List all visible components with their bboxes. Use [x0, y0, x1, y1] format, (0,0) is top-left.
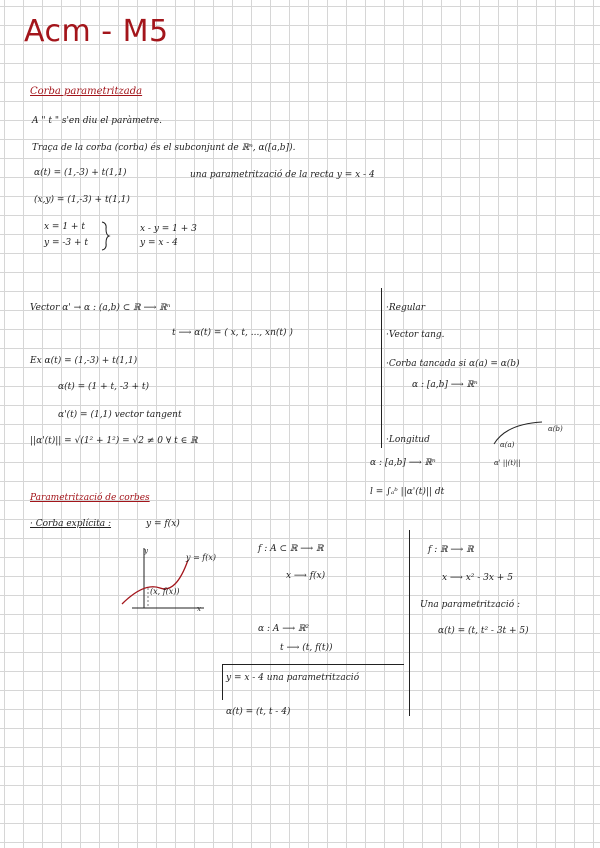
subheading-equation: y = f(x)	[146, 519, 180, 529]
longitud-integral: l = ∫ₐᵇ ||α'(t)|| dt	[370, 487, 445, 497]
example-line-1: Ex α(t) = (1,-3) + t(1,1)	[30, 356, 138, 366]
function-definition: f : A ⊂ ℝ ⟶ ℝ	[258, 544, 324, 554]
property-vector-tangent: ·Vector tang.	[386, 330, 445, 340]
equation-y: y = -3 + t	[44, 238, 88, 248]
graph-point-label: (x, f(x))	[150, 587, 180, 596]
graph-y-label: y	[144, 547, 148, 555]
example-line-3: α'(t) = (1,1) vector tangent	[58, 410, 182, 420]
note-recta: una parametrització de la recta y = x - 4	[190, 170, 375, 180]
function2-mapping: x ⟶ x² - 3x + 5	[442, 573, 513, 583]
graph-fx-label: y = f(x)	[186, 553, 217, 562]
curve-sketch-icon	[490, 418, 550, 448]
property-alpha-map: α : [a,b] ⟶ ℝⁿ	[412, 380, 478, 390]
subheading-label: · Corba explícita :	[30, 519, 112, 529]
example-line-4: ||α'(t)|| = √(1² + 1²) = √2 ≠ 0 ∀ t ∈ ℝ	[30, 436, 198, 446]
equation-xy: (x,y) = (1,-3) + t(1,1)	[34, 195, 130, 205]
function2-definition: f : ℝ ⟶ ℝ	[428, 545, 474, 555]
vertical-divider-bottom	[409, 530, 410, 716]
section-heading-parametritzacio: Parametrització de corbes	[30, 493, 150, 503]
property-regular: ·Regular	[386, 303, 426, 313]
alpha-definition: α : A ⟶ ℝ²	[258, 624, 310, 634]
subheading-corba-explicita	[30, 519, 111, 530]
equation-y-x-4: y = x - 4	[140, 238, 178, 248]
example-line-2: α(t) = (1 + t, -3 + t)	[58, 382, 149, 392]
equation-x: x = 1 + t	[44, 222, 85, 232]
vector-definition: Vector α' → α : (a,b) ⊂ ℝ ⟶ ℝⁿ	[30, 303, 171, 313]
corner-divider	[222, 664, 223, 700]
label-alpha-b: α(b)	[548, 425, 563, 433]
equation-alpha: α(t) = (1,-3) + t(1,1)	[34, 168, 127, 178]
section-heading-corba-parametritzada: Corba parametritzada	[30, 86, 143, 97]
vertical-divider-top	[381, 288, 382, 448]
label-alpha-a: α(a)	[500, 441, 515, 449]
alpha-mapping: t ⟶ (t, f(t))	[280, 643, 333, 653]
page-title: Acm - M5	[24, 14, 169, 49]
parametrization-result: α(t) = (t, t² - 3t + 5)	[438, 626, 529, 636]
brace-icon	[100, 220, 110, 252]
parametrization-heading: Una parametrització :	[420, 600, 521, 610]
longitud-map: α : [a,b] ⟶ ℝⁿ	[370, 458, 436, 468]
vector-mapping: t ⟶ α(t) = ( x, t, ..., xn(t) )	[172, 328, 293, 338]
horizontal-divider	[222, 664, 404, 665]
note-traca: Traça de la corba (corba) és el subconjunt de ℝⁿ, α([a,b]).	[32, 143, 296, 153]
equation-x-minus-y: x - y = 1 + 3	[140, 224, 197, 234]
property-corba-tancada: ·Corba tancada si α(a) = α(b)	[386, 359, 520, 369]
example-parametrization: y = x - 4 una parametrització	[226, 673, 360, 683]
function-mapping: x ⟶ f(x)	[286, 571, 326, 581]
example-alpha: α(t) = (t, t - 4)	[226, 707, 291, 717]
note-parametre: A " t " s'en diu el paràmetre.	[32, 116, 163, 126]
label-alpha-norm: α' ||(t)||	[494, 459, 521, 467]
property-longitud: ·Longitud	[386, 435, 430, 445]
graph-x-label: x	[197, 605, 201, 613]
